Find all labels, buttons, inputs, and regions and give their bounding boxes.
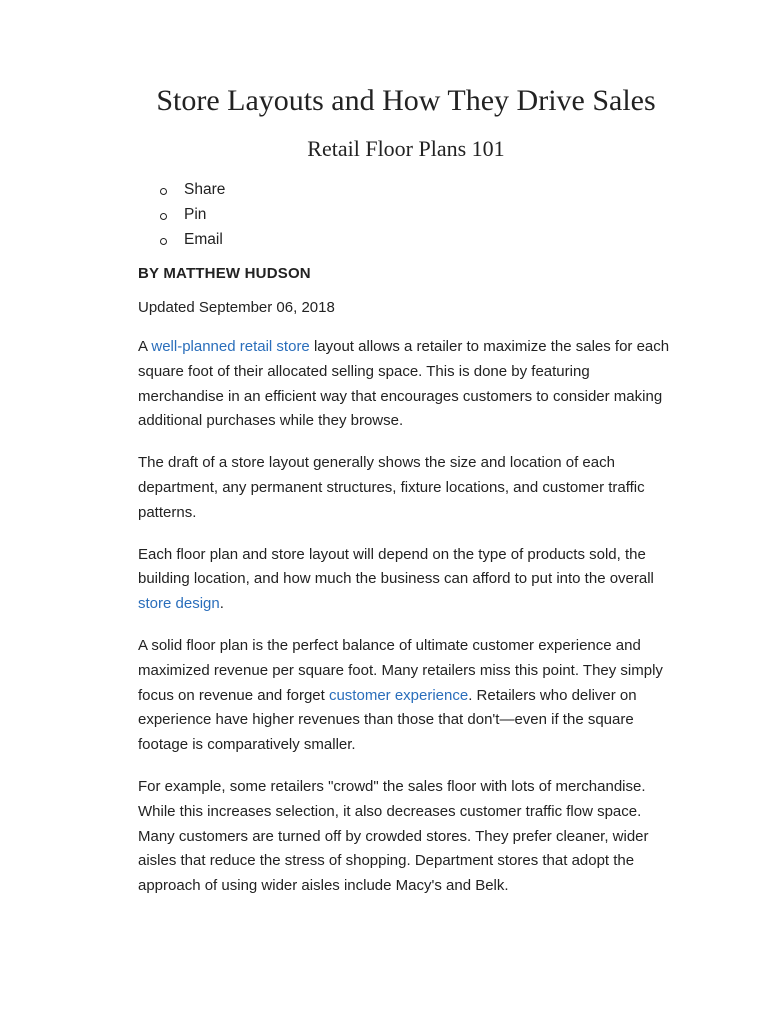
article-title: Store Layouts and How They Drive Sales <box>156 84 656 117</box>
paragraph-text: A solid floor plan is the perfect balance of ultimate customer experience and maximized revenue per square foot. Many retailers miss this point. They simply focus on revenue and forget <box>138 636 663 704</box>
paragraph-2: The draft of a store layout generally shows the size and location of each department, any permanent structures, fixture locations, and customer traffic patterns. <box>138 454 645 521</box>
paragraph-text: A <box>138 338 152 355</box>
share-item-share[interactable] <box>160 177 674 202</box>
share-item-pin[interactable] <box>160 202 674 227</box>
share-item-label[interactable]: Share <box>184 181 226 198</box>
paragraph-5: For example, some retailers "crowd" the sales floor with lots of merchandise. While this increases selection, it also decreases customer traffic flow space. Many customers are turned off by crowded stores. They prefer cleaner, wider aisles that reduce the stress of shopping. Department stores that adopt the approach of using wider aisles include Macy's and Belk. <box>138 777 649 895</box>
paragraph-1 <box>138 335 674 434</box>
paragraph-4 <box>138 634 674 758</box>
share-item-email[interactable] <box>160 227 674 252</box>
share-list <box>138 177 674 252</box>
bullet-icon <box>160 213 167 220</box>
article-subtitle: Retail Floor Plans 101 <box>307 136 505 161</box>
article <box>138 84 674 899</box>
paragraph-3 <box>138 543 674 617</box>
store-design-link[interactable]: store design <box>138 595 220 613</box>
paragraph-text: layout allows a retailer to maximize the sales for each square foot of their allocated selling space. This is done by featuring merchandise in an efficient way that encourages customers to consider making additional purchases while they browse. <box>138 338 670 430</box>
paragraph-text: Each floor plan and store layout will depend on the type of products sold, the building location, and how much the business can afford to put into the overall <box>138 545 654 588</box>
bullet-icon <box>160 238 167 245</box>
bullet-icon <box>160 188 167 195</box>
paragraph-text: . Retailers who deliver on experience have higher revenues than those that don't—even if the square footage is comparatively smaller. <box>138 686 637 754</box>
share-item-label[interactable]: Email <box>184 231 223 248</box>
well-planned-retail-store-link[interactable]: well-planned retail store <box>151 338 310 355</box>
updated-date: Updated September 06, 2018 <box>138 299 335 316</box>
paragraph-text: . <box>219 595 224 613</box>
share-item-label[interactable]: Pin <box>184 206 207 223</box>
customer-experience-link[interactable]: customer experience <box>328 686 469 704</box>
byline: BY MATTHEW HUDSON <box>138 265 311 282</box>
